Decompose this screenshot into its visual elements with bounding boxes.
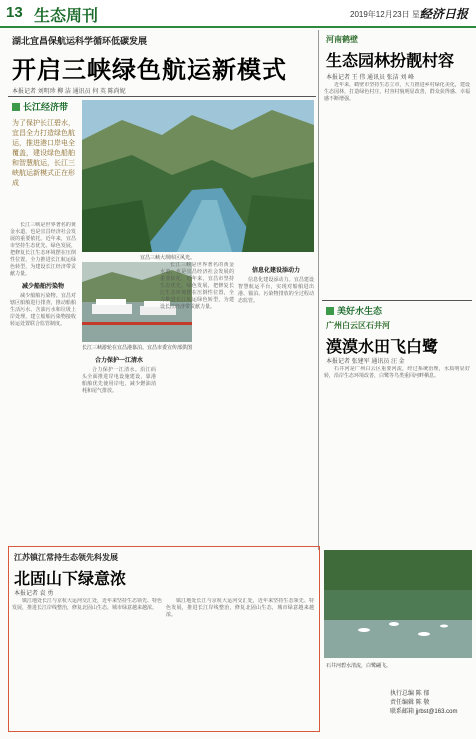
tag-marker (326, 307, 334, 315)
lead-paragraph: 长江三峡是世界著名的黄金水道，也是宜昌经济社会发展的重要依托。近年来，宜昌市坚持生态优先、绿色发展，把修复长江生态环境摆在压倒性位置，全力推进长江航运绿色转型，为建设长江经济带贡献力量。 (160, 262, 234, 310)
column-divider (318, 30, 319, 550)
lead-paragraph: 信息化建设添动力。宜昌建设智慧航运平台，实现对船舶进出港、锚泊、污染物排放的全过程动态监管。 (238, 277, 314, 304)
tag-marker (12, 103, 20, 111)
page-number: 13 (6, 4, 23, 21)
bottom-paragraph: 镇江地处长江与京杭大运河交汇处，近年来坚持生态领先、特色发展，推进长江岸线整治，修复北固山生态，城市绿意越来越浓。 (166, 598, 314, 618)
divider (8, 96, 316, 97)
right-top-body (324, 82, 470, 296)
lead-kicker: 湖北宜昌保航运科学循环低碳发展 (12, 36, 148, 46)
contact-email: 联系邮箱 jjrbst@163.com (390, 709, 458, 715)
editor-credits (390, 690, 457, 717)
bottom-headline: 北固山下绿意浓 (14, 571, 127, 588)
lead-tag (12, 100, 68, 113)
lead-paragraph: 长江三峡是世界著名的黄金水道，也是宜昌经济社会发展的重要依托。近年来，宜昌市坚持生态优先、绿色发展，把修复长江生态环境摆在压倒性位置，全力推进长江航运绿色转型，为建设长江经济带贡献力量。 (10, 222, 76, 277)
lead-byline: 本报记者 刘明珍 柳 洁 通讯员 何 英 陈尚妮 (12, 89, 126, 95)
right-top-headline: 生态园林扮靓村容 (326, 53, 455, 70)
lead-body-col3 (160, 262, 234, 548)
right-top-kicker: 河南鹤壁 (326, 35, 358, 44)
right-mid-body (324, 366, 470, 546)
right-mid-kicker: 广州白云区石井河 (326, 321, 390, 330)
lead-summary: 为了保护长江碧水，宜昌全力打造绿色航运，推进港口岸电全覆盖，建设绿色船舶和智慧航运，长江三峡航运新模式正在形成 (12, 119, 75, 187)
lead-subhead: 减少船舶污染物 (21, 284, 64, 290)
bottom-byline: 本报记者 袁 勇 (14, 591, 54, 597)
page-header (0, 0, 476, 28)
bottom-body-left (12, 598, 162, 726)
lead-photo-gorge (82, 100, 314, 252)
egret-photo (324, 550, 472, 658)
photo1-caption: 宜昌三峡大坝库区风光。 (140, 255, 196, 261)
responsible-editor: 责任编辑 陈 敬 (390, 700, 430, 706)
lead-body-col2 (82, 352, 156, 548)
right-mid-tag (326, 304, 382, 317)
lead-paragraph: 合力保护一江清水。沿江码头全面推进岸电设施建设，靠港船舶优先使用岸电，减少燃油消耗和尾气排放。 (82, 367, 156, 394)
lead-body-col1 (10, 222, 76, 442)
right-mid-byline: 本报记者 张建军 通讯员 汪 金 (326, 359, 405, 365)
tag-label: 美好水生态 (337, 306, 383, 316)
right-mid-headline: 漠漠水田飞白鹭 (326, 339, 439, 356)
bottom-kicker: 江苏镇江常持生态领先科发展 (14, 553, 118, 562)
photo2-caption: 长江三峡游轮在宜昌港靠泊。宜昌市委宣传部供图 (82, 345, 193, 351)
section-title: 生态周刊 (34, 8, 99, 25)
lead-subhead: 合力保护一江清水 (94, 358, 143, 364)
divider (322, 300, 472, 301)
right-mid-paragraph: 石井河是广州白云区重要河流，经过系统治理，水质明显好转，沿岸生态环境改善，白鹭等鸟类重回河畔栖息。 (324, 366, 470, 379)
lead-subhead: 信息化建设添动力 (251, 268, 300, 274)
newspaper-logo: 经济日报 (420, 7, 469, 21)
chief-editor: 执行总编 陈 郁 (390, 691, 430, 697)
lead-body-col4 (238, 262, 314, 548)
right-top-byline: 本报记者 王 伟 通讯员 张洁 刘 峰 (326, 75, 415, 81)
right-top-paragraph: 近年来，鹤壁市坚持生态立市，大力推进乡村绿化美化，建设生态园林，打造绿色村庄，村容村貌明显改善，群众获得感、幸福感不断增强。 (324, 82, 470, 102)
lead-paragraph: 减少船舶污染物。宜昌对辖区船舶进行排查，推动船舶生活污水、含油污水和垃圾上岸处理，建立船舶污染物接收转运处置联合监管制度。 (10, 293, 76, 327)
issue-date: 2019年12月23日 星期一 (350, 10, 436, 19)
egret-caption: 石井河碧水清流，白鹭翩飞。 (326, 663, 392, 669)
lead-headline: 开启三峡绿色航运新模式 (12, 57, 287, 84)
bottom-body-right (166, 598, 314, 726)
tag-label: 长江经济带 (23, 102, 69, 112)
bottom-paragraph: 镇江地处长江与京杭大运河交汇处，近年来坚持生态领先、特色发展，推进长江岸线整治，修复北固山生态，城市绿意越来越浓。 (12, 598, 162, 611)
